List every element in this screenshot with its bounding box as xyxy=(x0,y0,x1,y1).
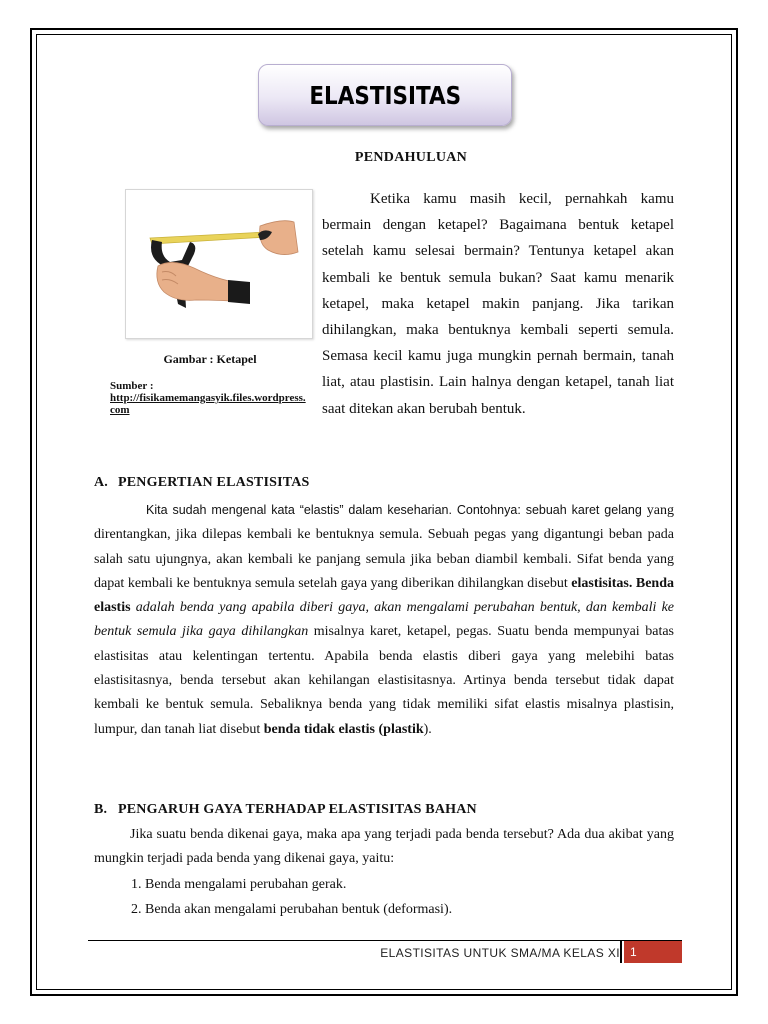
intro-heading: PENDAHULUAN xyxy=(354,150,468,165)
intro-paragraph-block xyxy=(322,186,674,422)
section-a-bold-1: elastisitas. Benda elastis xyxy=(94,575,674,616)
section-b-heading xyxy=(94,802,477,818)
figure-caption: Gambar : Ketapel xyxy=(163,352,257,366)
section-a-number: A. xyxy=(94,475,109,490)
footer-title: ELASTISITAS UNTUK SMA/MA KELAS XI xyxy=(380,946,620,960)
page-title: ELASTISITAS xyxy=(309,80,461,110)
section-a-bold-2: benda tidak elastis (plastik xyxy=(263,721,424,737)
title-banner xyxy=(258,64,512,126)
section-a-body xyxy=(94,474,674,742)
list-item: 2. Benda akan mengalami perubahan bentuk (deformasi). xyxy=(131,902,453,917)
section-b-paragraph: Jika suatu benda dikenai gaya, maka apa yang terjadi pada benda tersebut? Ada dua akibat yang mungkin terjadi pada benda yang dikenai gaya, yaitu: xyxy=(94,827,674,867)
section-a-text-2: misalnya karet, ketapel, pegas. Suatu benda mempunyai batas elastisitas atau kelentingan tertentu. Apabila benda elastis diberi gaya yang melebihi batas elastisitasnya, benda tersebut akan kehilangan elastisitasnya. Artinya benda tersebut tidak dapat kembali ke bentuk semula. Sebaliknya benda yang tidak memiliki sifat elastis misalnya plastisin, lumpur, dan tanah liat disebut xyxy=(94,624,674,737)
section-a-paragraph xyxy=(94,498,674,742)
page-number: 1 xyxy=(624,941,682,963)
section-b-number: B. xyxy=(94,802,108,817)
slingshot-figure xyxy=(125,189,313,339)
list-item: 1. Benda mengalami perubahan gerak. xyxy=(131,877,347,892)
section-b-body xyxy=(94,823,674,872)
intro-paragraph: Ketika kamu masih kecil, pernahkah kamu bermain dengan ketapel? Bagaimana bentuk ketapel setelah kamu selesai bermain? Tentunya ketapel akan kembali ke bentuk semula bukan? Saat kamu menarik ketapel, maka ketapel makin panjang. Jika tarikan dihilangkan, maka bentuknya kembali seperti semula. Semasa kecil kamu juga mungkin pernah bermain, tanah liat, atau plastisin. Lain halnya dengan ketapel, tanah liat saat ditekan akan berubah bentuk. xyxy=(322,191,674,417)
section-a-text-3: ). xyxy=(423,721,432,737)
slingshot-illustration xyxy=(132,196,306,332)
section-a-lead: Kita sudah mengenal kata “elastis” dalam keseharian. Contohnya: sebuah karet gelang xyxy=(146,503,642,517)
source-link[interactable]: http://fisikamemangasyik.files.wordpress.com xyxy=(110,392,306,416)
section-a-title: PENGERTIAN ELASTISITAS xyxy=(118,475,310,490)
footer-separator xyxy=(620,941,622,963)
footer-rule xyxy=(88,940,682,941)
figure-source xyxy=(110,380,310,416)
source-label: Sumber : xyxy=(110,380,154,392)
section-a-text-1: yang direntangkan, jika dilepas kembali ke bentuknya semula. Sebuah pegas yang digantungi beban pada salah satu ujungnya, akan kembali ke panjang semula jika beban diambil kembali. Sifat benda yang dapat kembali ke bentuknya semula setelah gaya yang diberikan dihilangkan disebut xyxy=(94,503,674,591)
section-b-title: PENGARUH GAYA TERHADAP ELASTISITAS BAHAN xyxy=(118,802,477,817)
section-a-italic-1: adalah benda yang apabila diberi gaya, akan mengalami perubahan bentuk, dan kembali ke bentuk semula jika gaya dihilangkan xyxy=(94,600,674,640)
